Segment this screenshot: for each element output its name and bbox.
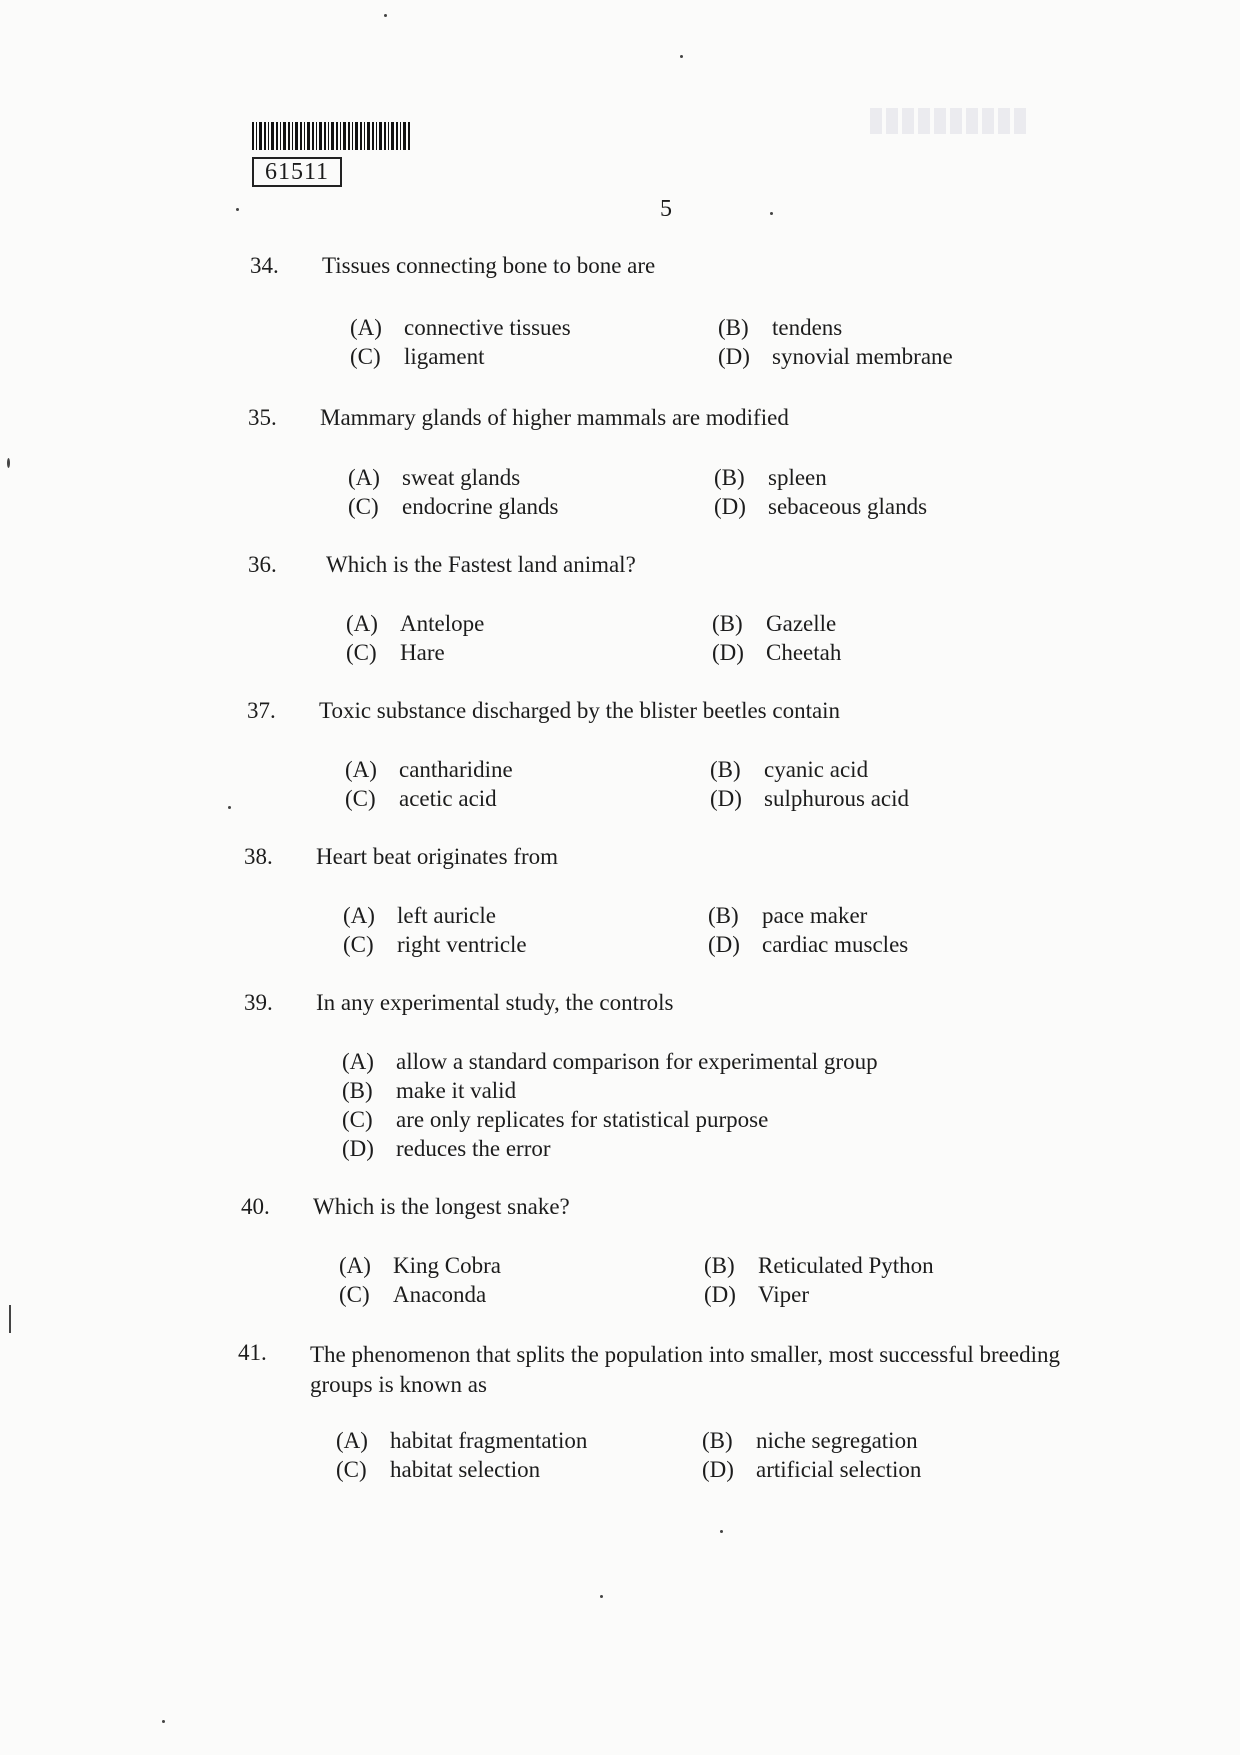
option-text: make it valid — [396, 1078, 517, 1103]
question-number: 37. — [247, 698, 276, 723]
option-b — [714, 465, 827, 491]
option-label: (C) — [348, 494, 379, 519]
option-text: endocrine glands — [402, 494, 559, 519]
option-label: (A) — [343, 903, 375, 928]
question-text: Which is the longest snake? — [313, 1194, 570, 1219]
option-text: ligament — [404, 344, 485, 369]
option-label: (B) — [710, 757, 741, 782]
option-label: (A) — [346, 611, 378, 636]
option-b — [718, 315, 842, 341]
option-label: (D) — [704, 1282, 736, 1307]
option-text: spleen — [768, 465, 827, 490]
option-label: (A) — [342, 1049, 374, 1074]
option-label: (D) — [708, 932, 740, 957]
option-label: (D) — [702, 1457, 734, 1482]
option-label: (A) — [350, 315, 382, 340]
option-label: (C) — [350, 344, 381, 369]
question-text: Mammary glands of higher mammals are modified — [320, 405, 789, 430]
option-text: cantharidine — [399, 757, 513, 782]
option-b — [704, 1253, 934, 1279]
scan-speck — [162, 1720, 165, 1723]
option-d — [714, 494, 927, 520]
scan-speck — [720, 1530, 723, 1533]
scan-speck — [7, 458, 10, 468]
option-text: are only replicates for statistical purpose — [396, 1107, 769, 1132]
option-a — [342, 1049, 878, 1075]
scan-speck — [9, 1305, 11, 1333]
question-number: 38. — [244, 844, 273, 869]
question-text: Heart beat originates from — [316, 844, 559, 869]
option-d — [704, 1282, 809, 1308]
scan-speck — [228, 806, 231, 809]
option-label: (D) — [718, 344, 750, 369]
scan-speck — [770, 212, 773, 215]
question-text: In any experimental study, the controls — [316, 990, 674, 1015]
option-label: (A) — [336, 1428, 368, 1453]
option-b — [342, 1078, 516, 1104]
option-a — [345, 757, 513, 783]
scan-speck — [680, 55, 683, 58]
option-label: (B) — [712, 611, 743, 636]
question-text: Which is the Fastest land animal? — [326, 552, 636, 577]
option-text: connective tissues — [404, 315, 571, 340]
option-c — [339, 1282, 486, 1308]
scan-speck — [236, 208, 239, 211]
option-d — [712, 640, 841, 666]
option-text: Cheetah — [766, 640, 842, 665]
option-text: habitat fragmentation — [390, 1428, 588, 1453]
option-text: right ventricle — [397, 932, 527, 957]
option-text: acetic acid — [399, 786, 497, 811]
option-text: reduces the error — [396, 1136, 551, 1161]
question-number: 35. — [248, 405, 277, 430]
option-c — [343, 932, 527, 958]
option-a — [350, 315, 571, 341]
option-b — [702, 1428, 918, 1454]
option-text: allow a standard comparison for experimental group — [396, 1049, 878, 1074]
option-label: (D) — [712, 640, 744, 665]
option-c — [345, 786, 497, 812]
option-a — [339, 1253, 501, 1279]
option-text: left auricle — [397, 903, 496, 928]
option-c — [342, 1107, 768, 1133]
option-d — [718, 344, 953, 370]
option-text: Viper — [758, 1282, 809, 1307]
option-b — [708, 903, 867, 929]
option-text: sebaceous glands — [768, 494, 928, 519]
option-text: artificial selection — [756, 1457, 922, 1482]
option-c — [350, 344, 484, 370]
question-number: 41. — [238, 1340, 267, 1365]
option-text: Hare — [400, 640, 445, 665]
option-label: (C) — [342, 1107, 373, 1132]
option-label: (D) — [342, 1136, 374, 1161]
paper-code-box: 61511 — [252, 157, 342, 187]
option-text: pace maker — [762, 903, 868, 928]
option-text: Reticulated Python — [758, 1253, 934, 1278]
barcode — [252, 122, 412, 150]
option-label: (A) — [339, 1253, 371, 1278]
option-label: (C) — [343, 932, 374, 957]
option-c — [348, 494, 558, 520]
option-label: (B) — [708, 903, 739, 928]
option-text: King Cobra — [393, 1253, 501, 1278]
question-number: 36. — [248, 552, 277, 577]
option-label: (D) — [710, 786, 742, 811]
option-text: sulphurous acid — [764, 786, 910, 811]
option-b — [710, 757, 868, 783]
option-text: cardiac muscles — [762, 932, 909, 957]
scan-speck — [600, 1595, 603, 1598]
option-a — [336, 1428, 587, 1454]
question-text: Toxic substance discharged by the blister beetles contain — [319, 698, 841, 723]
faded-stamp — [870, 108, 1030, 134]
option-label: (B) — [702, 1428, 733, 1453]
question-number: 34. — [250, 253, 279, 278]
option-text: Anaconda — [393, 1282, 487, 1307]
option-text: cyanic acid — [764, 757, 869, 782]
option-label: (D) — [714, 494, 746, 519]
question-number: 39. — [244, 990, 273, 1015]
option-text: habitat selection — [390, 1457, 541, 1482]
option-a — [348, 465, 520, 491]
option-text: tendens — [772, 315, 843, 340]
option-a — [346, 611, 484, 637]
option-d — [708, 932, 908, 958]
option-text: sweat glands — [402, 465, 521, 490]
option-c — [336, 1457, 540, 1483]
question-text: Tissues connecting bone to bone are — [322, 253, 656, 278]
option-label: (A) — [348, 465, 380, 490]
option-label: (B) — [704, 1253, 735, 1278]
option-label: (B) — [718, 315, 749, 340]
option-text: synovial membrane — [772, 344, 953, 369]
scan-speck — [384, 14, 387, 17]
option-label: (C) — [346, 640, 377, 665]
option-b — [712, 611, 836, 637]
question-number: 40. — [241, 1194, 270, 1219]
option-text: Antelope — [400, 611, 485, 636]
option-d — [710, 786, 909, 812]
option-label: (C) — [336, 1457, 367, 1482]
option-label: (B) — [714, 465, 745, 490]
option-label: (C) — [345, 786, 376, 811]
option-d — [342, 1136, 551, 1162]
option-label: (A) — [345, 757, 377, 782]
option-text: niche segregation — [756, 1428, 918, 1453]
option-text: Gazelle — [766, 611, 837, 636]
option-d — [702, 1457, 921, 1483]
option-label: (C) — [339, 1282, 370, 1307]
question-text: The phenomenon that splits the population into smaller, most successful breeding groups is known as — [310, 1342, 1060, 1397]
page-number: 5 — [660, 196, 672, 222]
option-c — [346, 640, 445, 666]
option-a — [343, 903, 496, 929]
option-label: (B) — [342, 1078, 373, 1103]
